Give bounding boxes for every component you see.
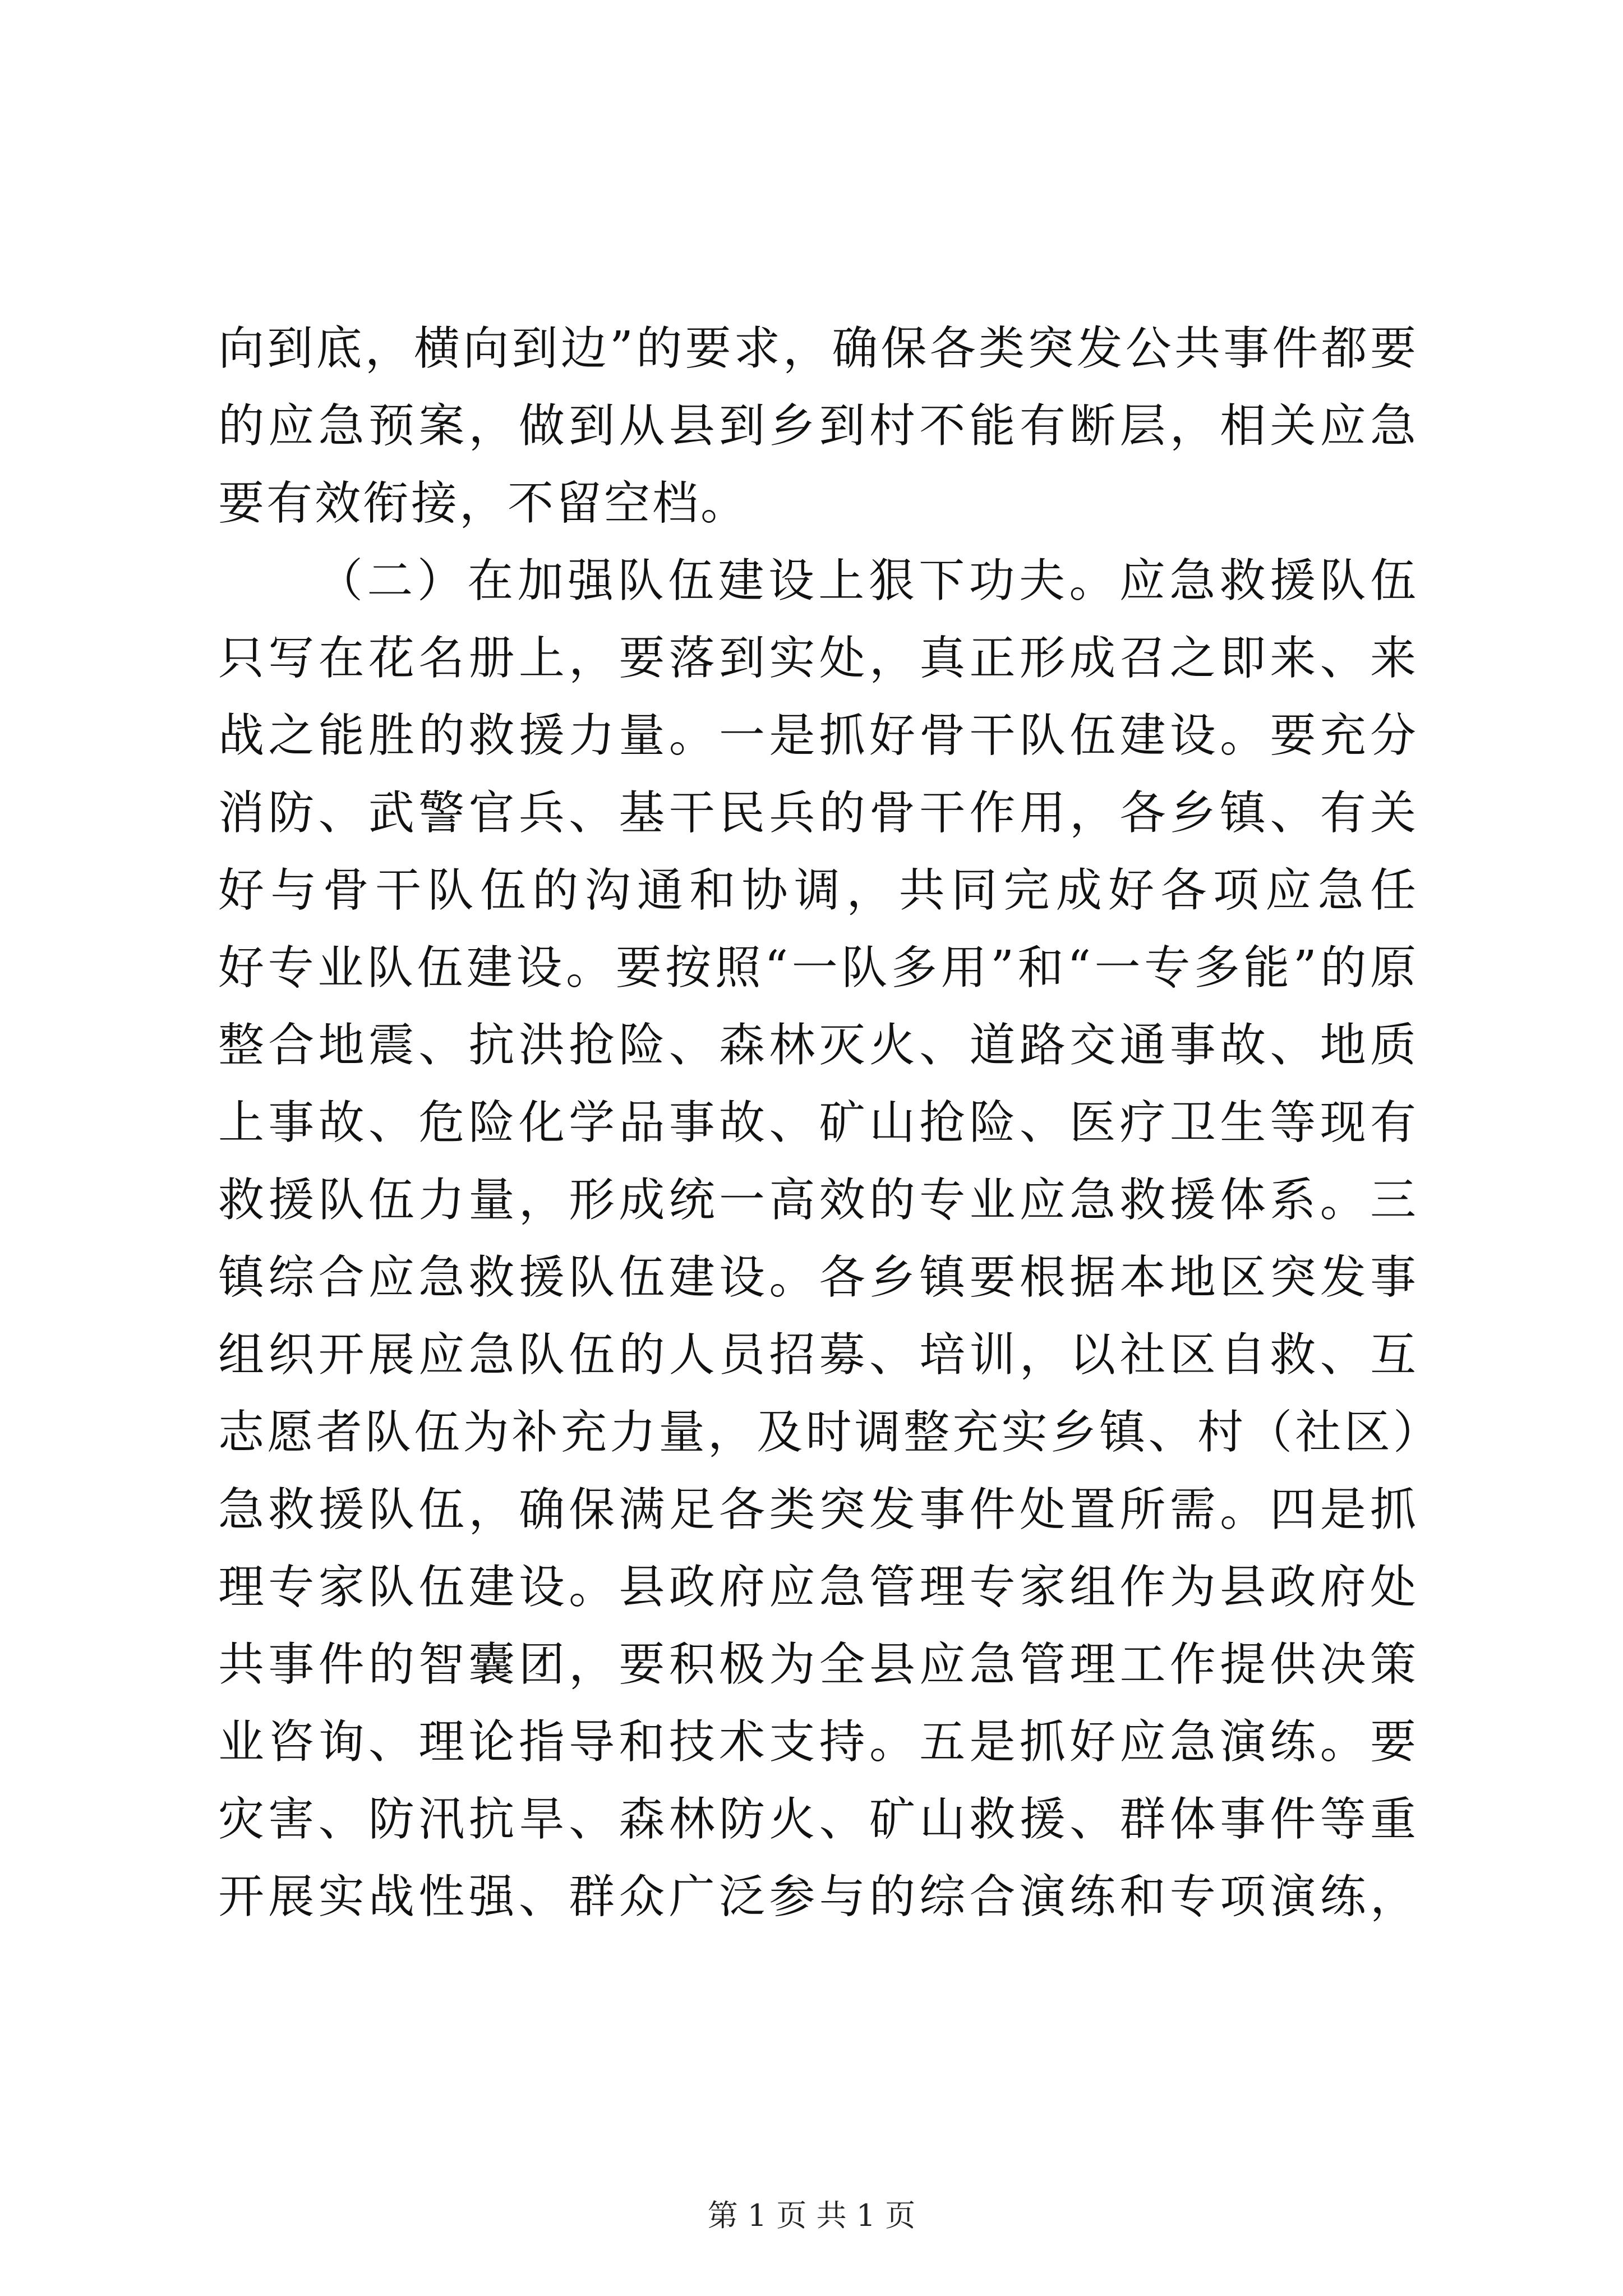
text-line-4: （二）在加强队伍建设上狠下功夫。应急救援队伍 (317, 554, 1418, 608)
text-line-8: 好与骨干队伍的沟通和协调，共同完成好各项应急任 (218, 864, 1418, 917)
text-line-1: 向到底，横向到边”的要求，确保各类突发公共事件都要 (218, 322, 1418, 375)
text-line-9: 好专业队伍建设。要按照“一队多用”和“一专多能”的原 (218, 941, 1418, 995)
text-line-12: 救援队伍力量，形成统一高效的专业应急救援体系。三 (218, 1174, 1418, 1227)
text-line-19: 业咨询、理论指导和技术支持。五是抓好应急演练。要 (218, 1715, 1418, 1769)
text-line-16: 急救援队伍，确保满足各类突发事件处置所需。四是抓 (218, 1483, 1418, 1536)
text-line-21: 开展实战性强、群众广泛参与的综合演练和专项演练， (218, 1870, 1418, 1924)
text-line-2: 的应急预案，做到从县到乡到村不能有断层，相关应急 (218, 399, 1418, 453)
text-line-11: 上事故、危险化学品事故、矿山抢险、医疗卫生等现有 (218, 1096, 1418, 1149)
text-line-13: 镇综合应急救援队伍建设。各乡镇要根据本地区突发事 (218, 1251, 1418, 1304)
text-line-17: 理专家队伍建设。县政府应急管理专家组作为县政府处 (218, 1561, 1418, 1614)
text-line-10: 整合地震、抗洪抢险、森林灭火、道路交通事故、地质 (218, 1019, 1418, 1072)
text-line-14: 组织开展应急队伍的人员招募、培训，以社区自救、互 (218, 1328, 1418, 1382)
text-line-6: 战之能胜的救援力量。一是抓好骨干队伍建设。要充分 (218, 709, 1418, 762)
text-line-5: 只写在花名册上，要落到实处，真正形成召之即来、来 (218, 632, 1418, 685)
text-line-20: 灾害、防汛抗旱、森林防火、矿山救援、群体事件等重 (218, 1793, 1418, 1846)
text-line-15: 志愿者队伍为补充力量，及时调整充实乡镇、村（社区） (218, 1406, 1418, 1459)
text-line-18: 共事件的智囊团，要积极为全县应急管理工作提供决策 (218, 1638, 1418, 1691)
page-footer: 第 1 页 共 1 页 (707, 2198, 916, 2233)
text-line-7: 消防、武警官兵、基干民兵的骨干作用，各乡镇、有关 (218, 786, 1418, 840)
text-line-3: 要有效衔接，不留空档。 (218, 477, 749, 530)
